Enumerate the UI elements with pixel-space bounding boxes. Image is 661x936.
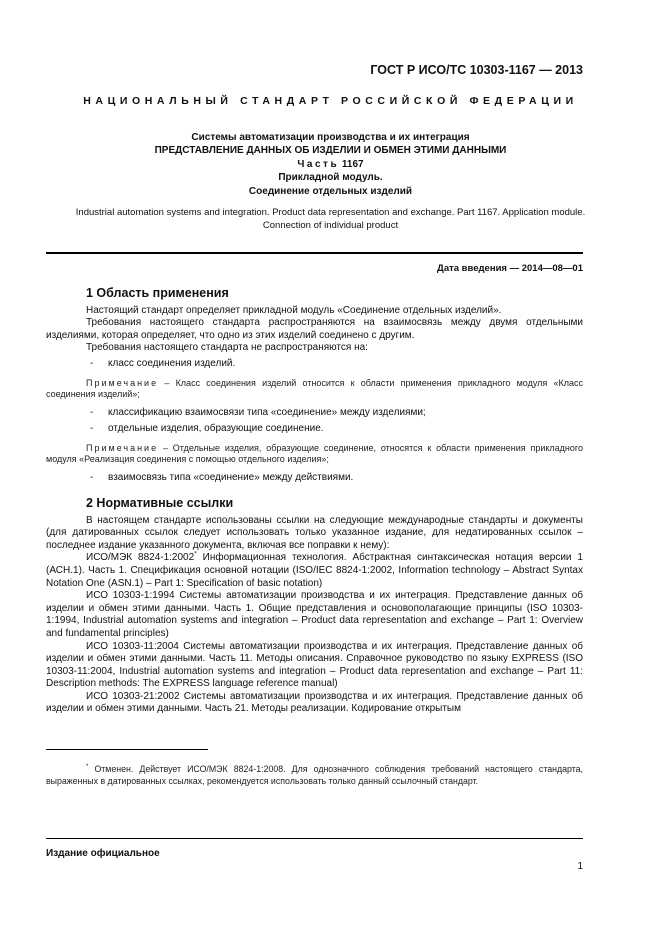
list-item-text: отдельные изделия, образующие соединение. [108,422,324,434]
reference-4: ИСО 10303-21:2002 Системы автоматизации производства и их интеграция. Представление данных об изделии и обмен этими данными. Часть 21. Методы реализации. Кодирование открытым [46,690,583,715]
title-line-2: ПРЕДСТАВЛЕНИЕ ДАННЫХ ОБ ИЗДЕЛИИ И ОБМЕН ЭТИМИ ДАННЫМИ [154,145,507,157]
list-item [90,407,583,420]
list-item-text: класс соединения изделий. [108,357,236,369]
list-dash: - [90,407,94,419]
reference-1-text: Информационная технология. Абстрактная синтаксическая нотация версии 1 (АСН.1). Часть 1. Спецификация основной нотации (ISO/IEC 8824-1:2002, Information technology – Abstract Syntax Notation One (ASN.1) – Part 1: Specification of basic notation) [46,552,583,589]
reference-3: ИСО 10303-11:2004 Системы автоматизации производства и их интеграция. Представление данных об изделии и обмен этими данными. Часть 11. Методы описания. Справочное руководство по языку EXPRESS (ISO 10303-11:2004, Industrial automation systems and integration – Product data representation and exchange – Part 11: Description methods: The EXPRESS language reference manual) [46,640,583,690]
footnote-mark: * [86,764,89,771]
date-of-introduction: Дата введения — 2014—08—01 [437,263,583,274]
title-part [60,158,601,171]
footnote-marker: * [194,551,197,559]
reference-1 [46,552,583,590]
title-line-4: Прикладной модуль. [278,172,383,184]
footnote-text: Отменен. Действует ИСО/МЭК 8824-1:2008. Для однозначного соблюдения требований настоящего стандарта, выраженных в датированных ссылках, рекомендуется использовать только данный ссылочный стандарт. [46,764,583,786]
section-1-paragraph-2: Требования настоящего стандарта распространяются на взаимосвязь между двумя отдельными изделиями, которая определяет, что одно из этих изделий соединено с другим. [46,317,583,341]
section-2-intro: В настоящем стандарте использованы ссылки на следующие международные стандарты и документы (для датированных ссылок следует использовать только указанное издание, для недатированных ссылок – последнее издание указанного документа, включая все поправки к нему): [46,514,583,551]
reference-1-code: ИСО/МЭК 8824-1:2002 [86,552,195,564]
footnote [46,763,583,787]
reference-2: ИСО 10303-1:1994 Системы автоматизации производства и их интеграция. Представление данных об изделии и обмен этими данными. Часть 1. Общие представления и основополагающие принципы (ISO 10303-1:1994, Industrial automation systems and integration – Product data representation and exchange – Part 1: Overview and fundamental principles) [46,590,583,639]
note-label: Примечание [86,377,159,388]
list-item [90,423,583,436]
edition-label: Издание официальное [46,848,160,859]
section-1-paragraph-1: Настоящий стандарт определяет прикладной модуль «Соединение отдельных изделий». [86,304,502,316]
national-standard-banner: НАЦИОНАЛЬНЫЙ СТАНДАРТ РОССИЙСКОЙ ФЕДЕРАЦИИ [83,95,578,107]
title-block [60,131,601,198]
list-item-text: взаимосвязь типа «соединение» между действиями. [108,472,354,484]
note-2 [46,443,583,466]
list-item-text: классификацию взаимосвязи типа «соединение» между изделиями; [108,407,426,419]
note-text: – Отдельные изделия, образующие соединение, относятся к области применения прикладного модуля «Реализация соединения с помощью отдельного изделия»; [46,442,583,464]
header-divider [46,252,583,254]
title-part-word: Часть [297,158,340,170]
section-1-paragraph-3: Требования настоящего стандарта не распространяются на: [86,342,368,354]
section-2-heading: 2 Нормативные ссылки [86,495,234,510]
note-1 [46,378,583,401]
list-item [90,472,583,485]
page-number: 1 [577,861,583,872]
title-line-1: Системы автоматизации производства и их интеграция [191,132,470,143]
footnote-divider [46,749,208,750]
english-title: Industrial automation systems and integration. Product data representation and exchange. Part 1167. Application module. Connection of individual product [75,207,586,231]
list-dash: - [90,422,94,434]
footer-divider [46,838,583,839]
list-item [90,358,583,371]
title-part-number: 1167 [341,158,364,170]
main-content [46,287,583,716]
document-code: ГОСТ Р ИСО/ТС 10303-1167 — 2013 [370,63,583,77]
note-text: – Класс соединения изделий относится к области применения прикладного модуля «Класс соединения изделий»; [46,377,583,399]
list-dash: - [90,357,94,369]
title-line-5: Соединение отдельных изделий [248,185,413,197]
note-label: Примечание [86,442,159,453]
section-1-heading: 1 Область применения [86,286,229,300]
list-dash: - [90,472,94,484]
